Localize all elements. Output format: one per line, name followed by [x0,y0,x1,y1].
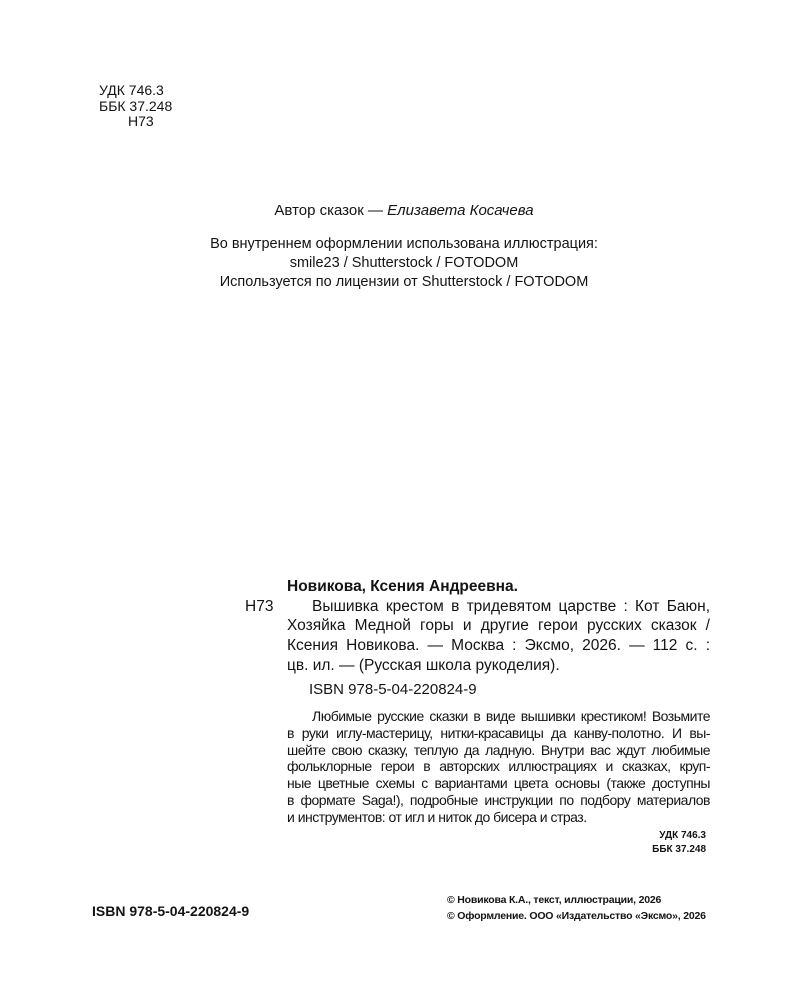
catalog-isbn: ISBN 978-5-04-220824-9 [309,681,477,698]
catalog-description-line: Вышивка крестом в тридевятом царстве : Кот Баюн, [312,597,710,615]
catalog-author-heading: Новикова, Ксения Андреевна. [287,578,518,595]
tales-author-prefix: Автор сказок — [274,202,388,219]
top-classification-codes [99,83,172,130]
annotation-line: и инструментов: от игл и ниток до бисера и страз. [287,808,587,825]
annotation-line: ные цветные схемы с вариантами цвета основы (также доступны [287,775,710,792]
bottom-classification-codes [652,829,706,857]
bbk-code: ББК 37.248 [99,97,173,114]
catalog-text [287,577,710,676]
bottom-bbk-code: ББК 37.248 [652,844,706,855]
illustration-credit-line: smile23 / Shutterstock / FOTODOM [289,255,519,271]
illustration-credit-line: Используется по лицензии от Shutterstock / FOTODOM [219,274,589,290]
copyright-line: © Новикова К.А., текст, иллюстрации, 2026 [447,894,662,906]
illustration-credit-block [0,235,808,292]
bottom-udk-code: УДК 746.3 [659,830,706,841]
copyright-line: © Оформление. ООО «Издательство «Эксмо», 2026 [447,910,706,922]
catalog-description-line: Ксения Новикова. — Москва : Эксмо, 2026. — 112 с. : [287,637,710,655]
annotation-line: фольклорные герои в авторских иллюстрациях и сказках, круп- [287,758,710,775]
annotation-line: шейте свою сказку, теплую да ладную. Внутри вас ждут любимые [287,741,710,758]
author-sign-code: Н73 [128,113,154,129]
catalog-margin-code: Н73 [245,597,274,615]
copyright-block [447,892,706,924]
catalog-entry [245,577,710,676]
tales-author-line [0,202,808,219]
illustration-credit-line: Во внутреннем оформлении использована иллюстрация: [210,236,598,252]
udk-code: УДК 746.3 [99,82,164,98]
annotation-line: в руки иглу-мастерицу, нитки-красавицы да канву-полотно. И вы- [287,724,710,741]
tales-author-name: Елизавета Косачева [387,202,534,219]
annotation-line: Любимые русские сказки в виде вышивки крестиком! Возьмите [312,708,710,724]
annotation-line: в формате Saga!), подробные инструкции по подбору материалов [287,791,710,808]
annotation-paragraph [287,708,710,826]
catalog-description-line: цв. ил. — (Русская школа рукоделия). [287,656,560,674]
catalog-description [287,597,710,676]
catalog-description-line: Хозяйка Медной горы и другие герои русских сказок / [287,617,710,635]
footer-isbn: ISBN 978-5-04-220824-9 [92,903,250,919]
